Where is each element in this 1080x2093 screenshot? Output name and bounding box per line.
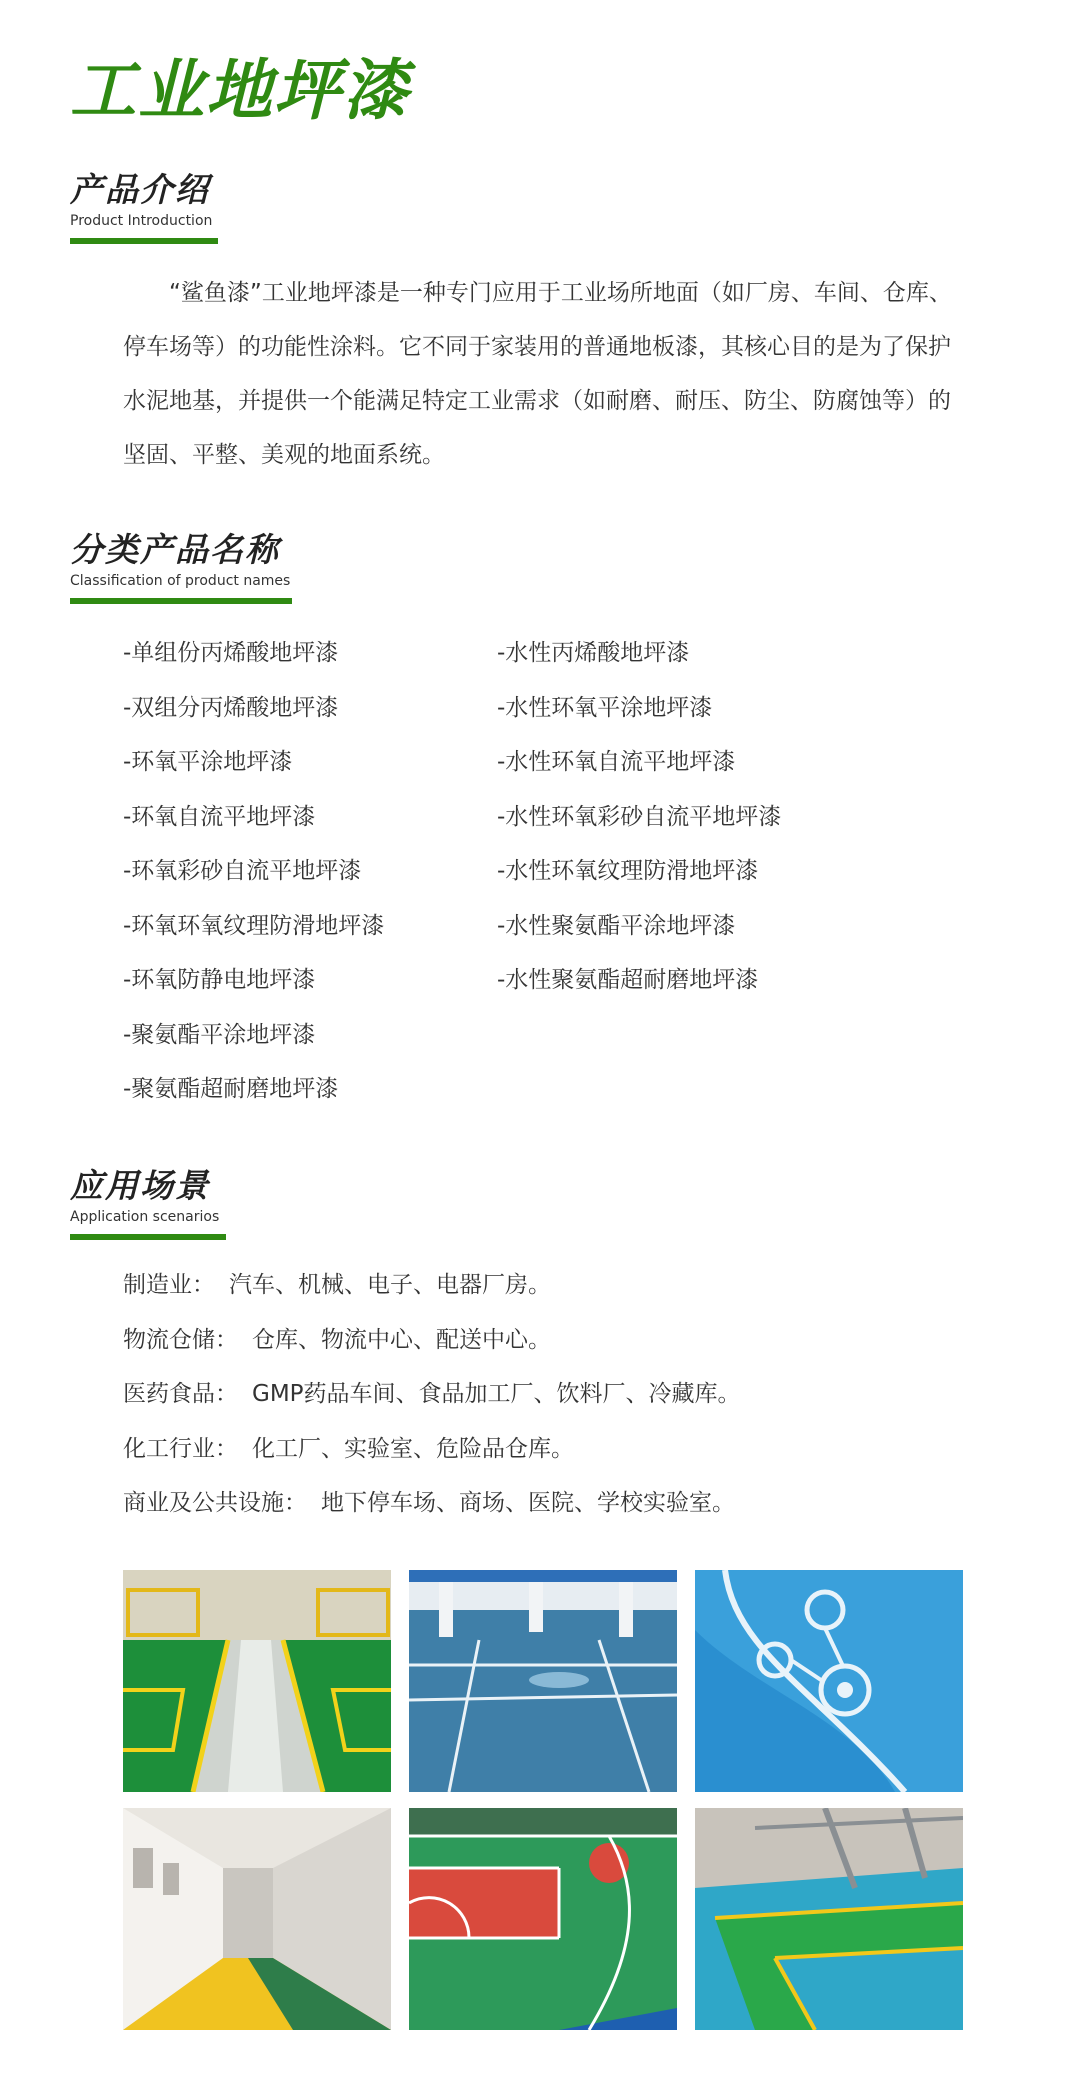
- section-subtitle-applications: Application scenarios: [70, 1209, 220, 1225]
- list-item: -水性环氧自流平地坪漆: [497, 749, 736, 775]
- application-label: 制造业：: [123, 1272, 215, 1298]
- application-value: 化工厂、实验室、危险品仓库。: [252, 1435, 574, 1462]
- application-value: GMP药品车间、食品加工厂、饮料厂、冷藏库。: [252, 1381, 741, 1407]
- application-list: [123, 1258, 741, 1531]
- section-header-categories: [70, 530, 292, 604]
- list-item: -环氧环氧纹理防滑地坪漆: [123, 912, 385, 939]
- list-item: -水性丙烯酸地坪漆: [497, 640, 690, 666]
- photo-parking-garage: [409, 1570, 677, 1792]
- list-item: -双组分丙烯酸地坪漆: [123, 694, 339, 721]
- application-value: 汽车、机械、电子、电器厂房。: [229, 1272, 551, 1298]
- photo-blue-track-pattern: [695, 1570, 963, 1792]
- section-header-intro: [70, 170, 218, 244]
- application-label: 商业及公共设施：: [123, 1490, 307, 1516]
- list-item: -聚氨酯平涂地坪漆: [123, 1021, 316, 1048]
- list-item: -水性环氧纹理防滑地坪漆: [497, 858, 759, 884]
- photo-yellow-corridor: [123, 1808, 391, 2030]
- list-item: [123, 1258, 741, 1313]
- section-title-categories: 分类产品名称: [70, 530, 280, 569]
- list-item: -环氧自流平地坪漆: [123, 803, 316, 830]
- application-label: 医药食品：: [123, 1381, 238, 1407]
- intro-paragraph: “鲨鱼漆”工业地坪漆是一种专门应用于工业场所地面（如厂房、车间、仓库、停车场等）的功能性涂料。它不同于家装用的普通地板漆，其核心目的是为了保护水泥地基，并提供一个能满足特定工业需求（如耐磨、耐压、防尘、防腐蚀等）的坚固、平整、美观的地面系统。: [123, 280, 952, 468]
- section-subtitle-intro: Product Introduction: [70, 213, 213, 229]
- list-item: -水性环氧平涂地坪漆: [497, 694, 713, 721]
- category-list-left: [123, 626, 384, 1117]
- section-header-applications: [70, 1166, 226, 1240]
- list-item: -环氧防静电地坪漆: [123, 967, 316, 993]
- list-item: -聚氨酯超耐磨地坪漆: [123, 1076, 339, 1102]
- list-item: -单组份丙烯酸地坪漆: [123, 640, 339, 666]
- list-item: [123, 1313, 741, 1368]
- list-item: [123, 1422, 741, 1477]
- application-label: 物流仓储：: [123, 1326, 238, 1353]
- page-title: 工业地坪漆: [70, 52, 410, 129]
- list-item: -环氧平涂地坪漆: [123, 749, 293, 775]
- photo-basketball-court: [409, 1808, 677, 2030]
- application-value: 仓库、物流中心、配送中心。: [252, 1326, 551, 1353]
- list-item: -水性聚氨酯超耐磨地坪漆: [497, 967, 759, 993]
- photo-green-factory-floor: [123, 1570, 391, 1792]
- section-subtitle-categories: Classification of product names: [70, 573, 291, 589]
- section-underline: [70, 598, 292, 604]
- photo-warehouse-floor: [695, 1808, 963, 2030]
- list-item: [123, 1476, 741, 1531]
- section-underline: [70, 238, 218, 244]
- section-title-applications: 应用场景: [70, 1166, 210, 1205]
- list-item: [123, 1367, 741, 1422]
- section-underline: [70, 1234, 226, 1240]
- application-value: 地下停车场、商场、医院、学校实验室。: [321, 1490, 735, 1516]
- section-title-intro: 产品介绍: [70, 170, 210, 209]
- application-label: 化工行业：: [123, 1435, 238, 1462]
- list-item: -环氧彩砂自流平地坪漆: [123, 858, 362, 884]
- list-item: -水性聚氨酯平涂地坪漆: [497, 912, 736, 939]
- list-item: -水性环氧彩砂自流平地坪漆: [497, 803, 782, 830]
- category-list-right: [497, 626, 781, 1008]
